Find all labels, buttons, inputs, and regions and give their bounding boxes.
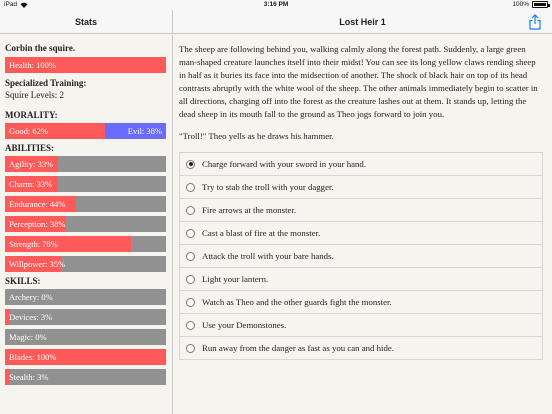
choice-label: Try to stab the troll with your dagger. bbox=[202, 182, 334, 192]
ability-0-label: Agility: 33% bbox=[9, 159, 54, 169]
ability-3-label: Perception: 38% bbox=[9, 219, 66, 229]
story-paragraph: The sheep are following behind you, walking calmly along the forest path. Suddenly, a large green man-shaped creature launches itself into their midst! You can see its long yellow claws rending sheep in half as it buries its face into the midsection of another. The shock of black hair on top of its head contrasts abruptly with the white wool of the sheep. The other animals immediately begin to scatter in all directions, charging off into the forest as the creature lashes out at them. It stands up, letting the dead sheep in its mouth fall to the ground as Theo jogs forward to join you. bbox=[179, 44, 538, 119]
radio-icon[interactable] bbox=[186, 344, 195, 353]
ability-5-bar bbox=[5, 256, 166, 272]
skill-3-label: Blades: 100% bbox=[9, 352, 57, 362]
character-name: Corbin the squire. bbox=[5, 43, 76, 53]
choice-option-6[interactable] bbox=[179, 291, 543, 314]
choice-label: Cast a blast of fire at the monster. bbox=[202, 228, 321, 238]
skill-3-bar bbox=[5, 349, 166, 365]
radio-icon[interactable] bbox=[186, 183, 195, 192]
abilities-list bbox=[5, 156, 167, 272]
stats-panel[interactable] bbox=[0, 35, 173, 414]
skill-4-label: Stealth: 3% bbox=[9, 372, 49, 382]
ability-2-label: Endurance: 44% bbox=[9, 199, 66, 209]
choice-label: Fire arrows at the monster. bbox=[202, 205, 297, 215]
choice-option-3[interactable] bbox=[179, 222, 543, 245]
good-label: Good: 62% bbox=[9, 126, 48, 136]
abilities-header: ABILITIES: bbox=[5, 143, 55, 153]
skills-list bbox=[5, 289, 167, 385]
ability-2-bar bbox=[5, 196, 166, 212]
choice-option-1[interactable] bbox=[179, 176, 543, 199]
choice-label: Light your lantern. bbox=[202, 274, 269, 284]
clock: 3:16 PM bbox=[263, 1, 289, 8]
skill-2-label: Magic: 0% bbox=[9, 332, 47, 342]
choice-label: Charge forward with your sword in your hand. bbox=[202, 159, 367, 169]
ability-0-bar bbox=[5, 156, 166, 172]
choice-label: Watch as Theo and the other guards fight the monster. bbox=[202, 297, 392, 307]
radio-icon[interactable] bbox=[186, 321, 195, 330]
choice-label: Use your Demonstones. bbox=[202, 320, 287, 330]
battery-icon bbox=[532, 1, 548, 8]
radio-icon[interactable] bbox=[186, 252, 195, 261]
choice-option-4[interactable] bbox=[179, 245, 543, 268]
choice-option-7[interactable] bbox=[179, 314, 543, 337]
health-label: Health: 100% bbox=[9, 60, 56, 70]
choice-list bbox=[179, 152, 543, 360]
choice-label: Run away from the danger as fast as you can and hide. bbox=[202, 343, 395, 353]
choice-option-5[interactable] bbox=[179, 268, 543, 291]
health-bar bbox=[5, 57, 166, 73]
radio-icon[interactable] bbox=[186, 275, 195, 284]
skill-0-bar bbox=[5, 289, 166, 305]
skills-header: SKILLS: bbox=[5, 276, 41, 286]
choice-option-8[interactable] bbox=[179, 337, 543, 360]
skill-2-bar bbox=[5, 329, 166, 345]
ability-3-bar bbox=[5, 216, 166, 232]
training-label: Specialized Training: bbox=[5, 78, 87, 88]
ability-4-label: Strength: 78% bbox=[9, 239, 58, 249]
story-title: Lost Heir 1 bbox=[339, 17, 386, 27]
ability-5-label: Willpower: 35% bbox=[9, 259, 66, 269]
choice-option-0[interactable] bbox=[179, 153, 543, 176]
skill-1-bar bbox=[5, 309, 166, 325]
battery-percent: 100% bbox=[512, 1, 529, 8]
radio-icon[interactable] bbox=[186, 298, 195, 307]
choice-label: Attack the troll with your bare hands. bbox=[202, 251, 334, 261]
status-bar bbox=[0, 0, 552, 10]
skill-1-label: Devices: 3% bbox=[9, 312, 53, 322]
morality-header: MORALITY: bbox=[5, 110, 58, 120]
story-dialogue: "Troll!" Theo yells as he draws his hammer. bbox=[179, 131, 334, 141]
story-nav-bar bbox=[173, 10, 552, 34]
choice-option-2[interactable] bbox=[179, 199, 543, 222]
morality-bar bbox=[5, 123, 166, 139]
share-icon[interactable] bbox=[528, 14, 542, 30]
radio-selected-icon[interactable] bbox=[186, 160, 195, 169]
ability-1-label: Charm: 33% bbox=[9, 179, 53, 189]
carrier-label: iPad bbox=[4, 1, 18, 8]
ability-1-bar bbox=[5, 176, 166, 192]
stats-nav-bar bbox=[0, 10, 173, 34]
ability-4-bar bbox=[5, 236, 166, 252]
radio-icon[interactable] bbox=[186, 206, 195, 215]
story-panel[interactable] bbox=[174, 35, 552, 414]
radio-icon[interactable] bbox=[186, 229, 195, 238]
evil-label: Evil: 38% bbox=[127, 126, 162, 136]
skill-0-label: Archery: 0% bbox=[9, 292, 53, 302]
stats-title: Stats bbox=[74, 17, 97, 27]
skill-4-bar bbox=[5, 369, 166, 385]
squire-levels: Squire Levels: 2 bbox=[5, 90, 64, 100]
